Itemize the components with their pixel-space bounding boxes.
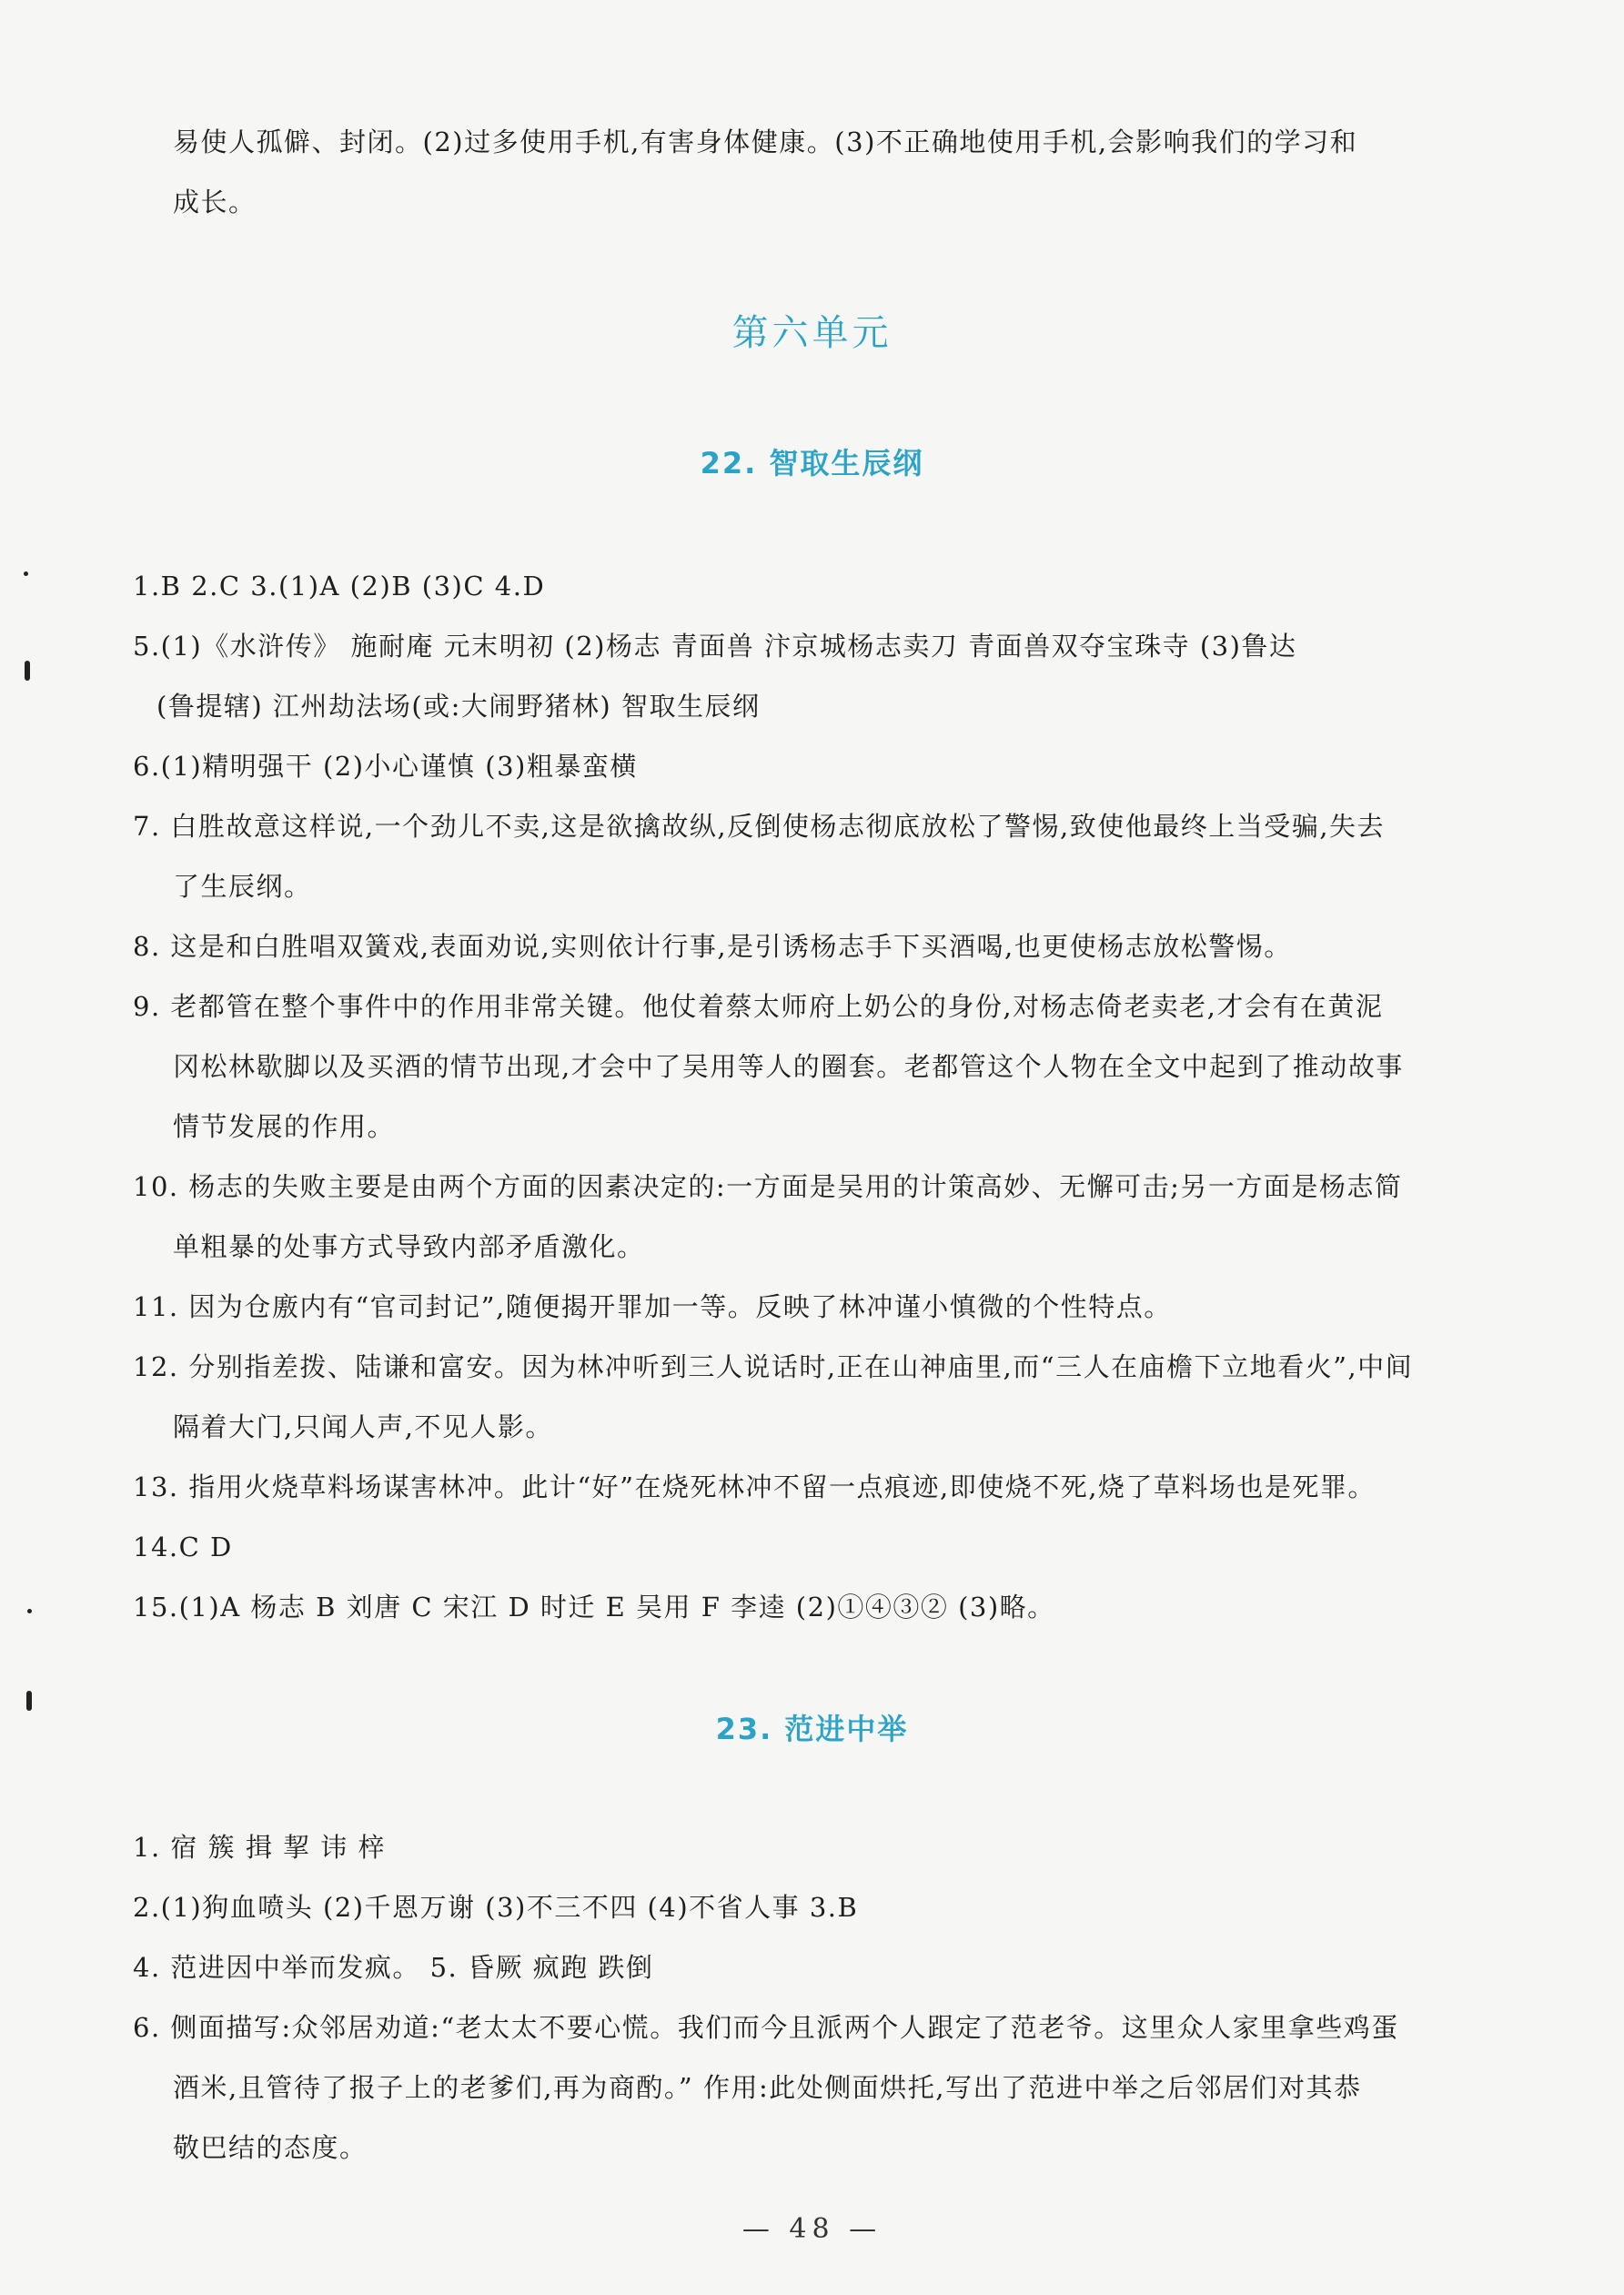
answer-line: 隔着大门,只闻人声,不见人影。: [173, 1411, 553, 1442]
answer-line: 冈松林歇脚以及买酒的情节出现,才会中了吴用等人的圈套。老都管这个人物在全文中起到了推动故事: [173, 1051, 1404, 1082]
answer-line: 4. 范进因中举而发疯。 5. 昏厥 疯跑 跌倒: [133, 1952, 654, 1983]
scan-mark: [26, 1691, 32, 1711]
answer-line: 情节发展的作用。: [173, 1111, 396, 1142]
lesson-title: 22. 智取生辰纲: [700, 446, 924, 480]
answer-line: 6.(1)精明强干 (2)小心谨慎 (3)粗暴蛮横: [133, 751, 638, 782]
lesson-title: 23. 范进中举: [715, 1712, 909, 1746]
answer-line: 5.(1)《水浒传》 施耐庵 元末明初 (2)杨志 青面兽 汴京城杨志卖刀 青面兽双夺宝珠寺 (3)鲁达: [133, 631, 1297, 662]
answer-line: 9. 老都管在整个事件中的作用非常关键。他仗着蔡太师府上奶公的身份,对杨志倚老卖老,才会有在黄泥: [133, 991, 1384, 1022]
answer-line: 11. 因为仓廒内有“官司封记”,随便揭开罪加一等。反映了林冲谨小慎微的个性特点。: [133, 1291, 1172, 1322]
answer-line: 10. 杨志的失败主要是由两个方面的因素决定的:一方面是吴用的计策高妙、无懈可击;另一方面是杨志简: [133, 1171, 1403, 1202]
answer-line: 酒米,且管待了报子上的老爹们,再为商酌。” 作用:此处侧面烘托,写出了范进中举之后邻居们对其恭: [173, 2072, 1362, 2103]
answer-line: 12. 分别指差拨、陆谦和富安。因为林冲听到三人说话时,正在山神庙里,而“三人在庙檐下立地看火”,中间: [133, 1351, 1414, 1382]
answer-line: 8. 这是和白胜唱双簧戏,表面劝说,实则依计行事,是引诱杨志手下买酒喝,也更使杨志放松警惕。: [133, 931, 1292, 962]
answer-line: 单粗暴的处事方式导致内部矛盾激化。: [173, 1231, 645, 1262]
answer-line: 1.B 2.C 3.(1)A (2)B (3)C 4.D: [133, 571, 546, 602]
answer-line: 1. 宿 簇 揖 挈 讳 梓: [133, 1832, 386, 1863]
answer-line: 15.(1)A 杨志 B 刘唐 C 宋江 D 时迁 E 吴用 F 李逵 (2)①④③② (3)略。: [133, 1592, 1055, 1623]
answer-line: 2.(1)狗血喷头 (2)千恩万谢 (3)不三不四 (4)不省人事 3.B: [133, 1892, 859, 1923]
body-line: 易使人孤僻、封闭。(2)过多使用手机,有害身体健康。(3)不正确地使用手机,会影响我们的学习和: [173, 126, 1358, 157]
body-line: 成长。: [173, 187, 257, 217]
answer-line: 14.C D: [133, 1532, 233, 1562]
scan-mark: [27, 1609, 32, 1613]
answer-line: 7. 白胜故意这样说,一个劲儿不卖,这是欲擒故纵,反倒使杨志彻底放松了警惕,致使他最终上当受骗,失去: [133, 811, 1385, 842]
unit-title: 第六单元: [731, 312, 893, 354]
answer-line: 了生辰纲。: [173, 871, 312, 902]
answer-line: (鲁提辖) 江州劫法场(或:大闹野猪林) 智取生辰纲: [156, 691, 761, 722]
answer-line: 敬巴结的态度。: [173, 2132, 368, 2163]
page-number: — 48 —: [741, 2213, 883, 2245]
scan-mark: [25, 661, 30, 681]
scan-mark: [24, 571, 28, 576]
answer-line: 13. 指用火烧草料场谋害林冲。此计“好”在烧死林冲不留一点痕迹,即使烧不死,烧了草料场也是死罪。: [133, 1471, 1376, 1502]
answer-line: 6. 侧面描写:众邻居劝道:“老太太不要心慌。我们而今且派两个人跟定了范老爷。这里众人家里拿些鸡蛋: [133, 2012, 1399, 2043]
